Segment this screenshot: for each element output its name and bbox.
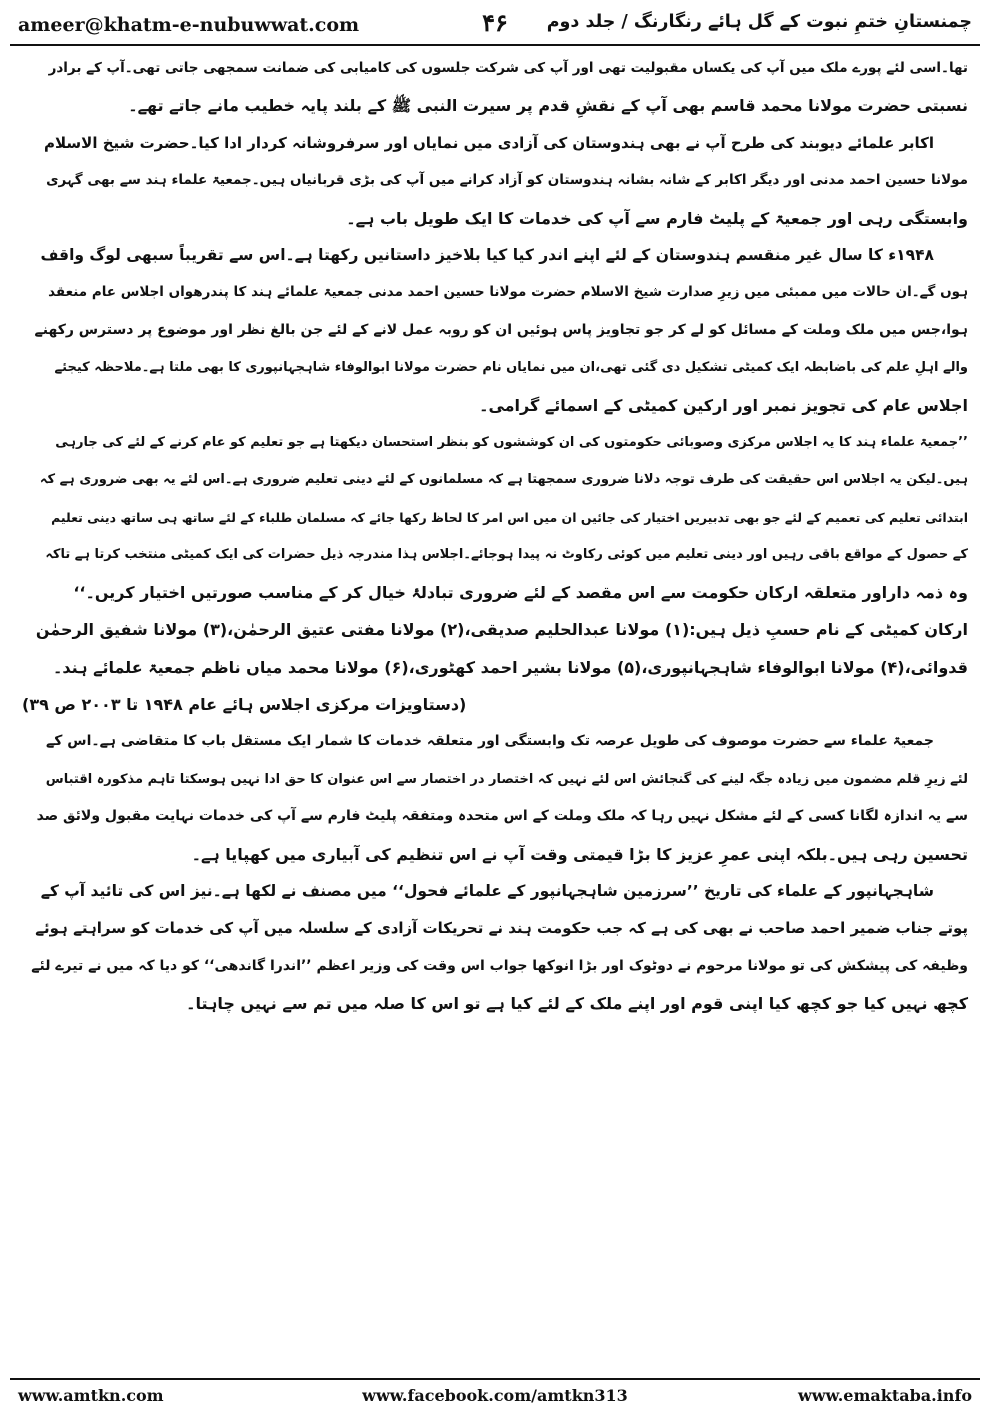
footer-rule	[10, 1378, 980, 1380]
text-line: وابستگی رہی اور جمعیۃ کے پلیٹ فارم سے آپ کی خدمات کا ایک طویل باب ہے۔	[346, 208, 968, 228]
text-line: وظیفہ کی پیشکش کی تو مولانا مرحوم نے دوٹوک اور بڑا انوکھا جواب اس وقت کی وزیر اعظم ’’اندرا گاندھی‘‘ کو دیا کہ میں نے تیرے لئے	[31, 957, 968, 974]
text-line: کچھ نہیں کیا جو کچھ کیا اپنی قوم اور اپنے ملک کے لئے کیا ہے تو اس کا صلہ میں تم سے نہیں چاہتا۔	[186, 994, 968, 1014]
text-line: ۱۹۴۸ء کا سال غیر منقسم ہندوستان کے لئے اپنے اندر کیا کیا بلاخیز داستانیں رکھتا ہے۔اس سے تقریباً سبھی لوگ واقف	[40, 246, 934, 265]
text-line: والے اہلِ علم کی باضابطہ ایک کمیٹی تشکیل دی گئی تھی،ان میں نمایاں نام حضرت مولانا ابوالوفاء شاہجہانپوری کا بھی ملتا ہے۔ملاحظہ کیجئے	[54, 360, 968, 376]
text-line: جمعیۃ علماء سے حضرت موصوف کی طویل عرصہ تک وابستگی اور متعلقہ خدمات کا شمار ایک مستقل باب کا متقاضی ہے۔اس کے	[46, 733, 934, 750]
quote-line: ’’جمعیۃ علماء ہند کا یہ اجلاس مرکزی وصوبائی حکومتوں کی ان کوششوں کو بنظر استحسان دیکھتا ہے جو تعلیم کو عام کرنے کے لئے کی جارہی	[55, 435, 968, 451]
text-line: سے یہ اندازہ لگانا کسی کے لئے مشکل نہیں رہا کہ ملک وملت کے اس متحدہ ومتفقہ پلیٹ فارم سے آپ کی خدمات نہایت مقبول ولائق صد	[36, 808, 968, 825]
book-title: چمنستانِ ختمِ نبوت کے گل ہائے رنگارنگ / جلد دوم	[546, 12, 972, 32]
quote-line: کے حصول کے مواقع باقی رہیں اور دینی تعلیم میں کوئی رکاوٹ نہ پیدا ہوجائے۔اجلاس ہذا مندرجہ ذیل حضرات کی ایک کمیٹی منتخب کرتا ہے تاکہ	[45, 547, 968, 563]
header-email: ameer@khatm-e-nubuwwat.com	[18, 14, 360, 36]
footer-link-emaktaba[interactable]: www.emaktaba.info	[798, 1386, 972, 1405]
header-rule	[10, 44, 980, 46]
quote-line: وہ ذمہ داراور متعلقہ ارکان حکومت سے اس مقصد کے لئے ضروری تبادلۂ خیال کر کے مناسب صورتیں اختیار کریں۔‘‘	[73, 582, 968, 602]
quote-line: ابتدائی تعلیم کی تعمیم کے لئے جو بھی تدبیریں اختیار کی جائیں ان میں اس امر کا لحاظ رکھا جائے کہ مسلمان طلباء کے لئے ساتھ ہی ساتھ دینی تعلیم	[51, 509, 968, 525]
text-line: اجلاس عام کی تجویز نمبر اور ارکین کمیٹی کے اسمائے گرامی۔	[479, 395, 968, 415]
reference-line: (دستاویزات مرکزی اجلاس ہائے عام ۱۹۴۸ تا ۲۰۰۳ ص ۳۹)	[22, 694, 467, 714]
text-line: ہوا،جس میں ملک وملت کے مسائل کو لے کر جو تجاویز پاس ہوئیں ان کو روبہ عمل لانے کے لئے جن بالغ نظر اور موضوع پر دسترس رکھنے	[34, 321, 968, 338]
page-body	[22, 50, 968, 1023]
footer-link-amtkn[interactable]: www.amtkn.com	[18, 1386, 164, 1405]
text-line: پوتے جناب ضمیر احمد صاحب نے بھی کی ہے کہ جب حکومت ہند نے تحریکات آزادی کے سلسلہ میں آپ کی خدمات کو سراہتے ہوئے	[35, 919, 968, 938]
page-header	[10, 6, 980, 40]
footer-link-facebook[interactable]: www.facebook.com/amtkn313	[362, 1386, 628, 1405]
text-line: ہوں گے۔ان حالات میں ممبئی میں زیرِ صدارت شیخ الاسلام حضرت مولانا حسین احمد مدنی جمعیۃ علمائے ہند کا پندرھواں اجلاس عام منعقد	[48, 284, 968, 301]
text-line: قدوائی،(۴) مولانا ابوالوفاء شاہجہانپوری،(۵) مولانا بشیر احمد کھٹوری،(۶) مولانا محمد میاں ناظم جمعیۃ علمائے ہند۔	[52, 657, 968, 677]
text-line: نسبتی حضرت مولانا محمد قاسم بھی آپ کے نقشِ قدم پر سیرت النبی ﷺ کے بلند پایہ خطیب مانے جاتے تھے۔	[128, 96, 968, 116]
quote-line: ہیں۔لیکن یہ اجلاس اس حقیقت کی طرف توجہ دلانا ضروری سمجھتا ہے کہ مسلمانوں کے لئے دینی تعلیم ضروری ہے۔اس لئے یہ بھی ضروری ہے کہ	[39, 472, 968, 488]
text-line: مولانا حسین احمد مدنی اور دیگر اکابر کے شانہ بشانہ ہندوستان کو آزاد کرانے میں آپ کی بڑی قربانیاں ہیں۔جمعیۃ علماء ہند سے بھی گہری	[46, 172, 968, 189]
text-line: ارکان کمیٹی کے نام حسبِ ذیل ہیں:(۱) مولانا عبدالحلیم صدیقی،(۲) مولانا مفتی عتیق الرحمٰن،(۳) مولانا شفیق الرحمٰن	[35, 620, 968, 640]
text-line: اکابر علمائے دیوبند کی طرح آپ نے بھی ہندوستان کی آزادی میں نمایاں اور سرفروشانہ کردار ادا کیا۔حضرت شیخ الاسلام	[44, 133, 934, 152]
text-line: لئے زیرِ قلم مضمون میں زیادہ جگہ لینے کی گنجائش اس لئے نہیں کہ اختصار در اختصار سے اس عنوان کا حق ادا نہیں ہوسکتا تاہم مذکورہ اقتباس	[45, 771, 968, 787]
text-line: شاہجہانپور کے علماء کی تاریخ ’’سرزمین شاہجہانپور کے علمائے فحول‘‘ میں مصنف نے لکھا ہے۔نیز اس کی تائید آپ کے	[40, 881, 934, 900]
text-line: تحسین رہی ہیں۔بلکہ اپنی عمرِ عزیز کا بڑا قیمتی وقت آپ نے اس تنظیم کی آبیاری میں کھپایا ہے۔	[191, 844, 968, 864]
text-line: تھا۔اسی لئے پورے ملک میں آپ کی یکساں مقبولیت تھی اور آپ کی شرکت جلسوں کی کامیابی کی ضمانت سمجھی جاتی تھی۔آپ کے برادر	[48, 60, 968, 76]
page-footer	[10, 1382, 980, 1412]
page-number: ۴۶	[482, 8, 508, 37]
